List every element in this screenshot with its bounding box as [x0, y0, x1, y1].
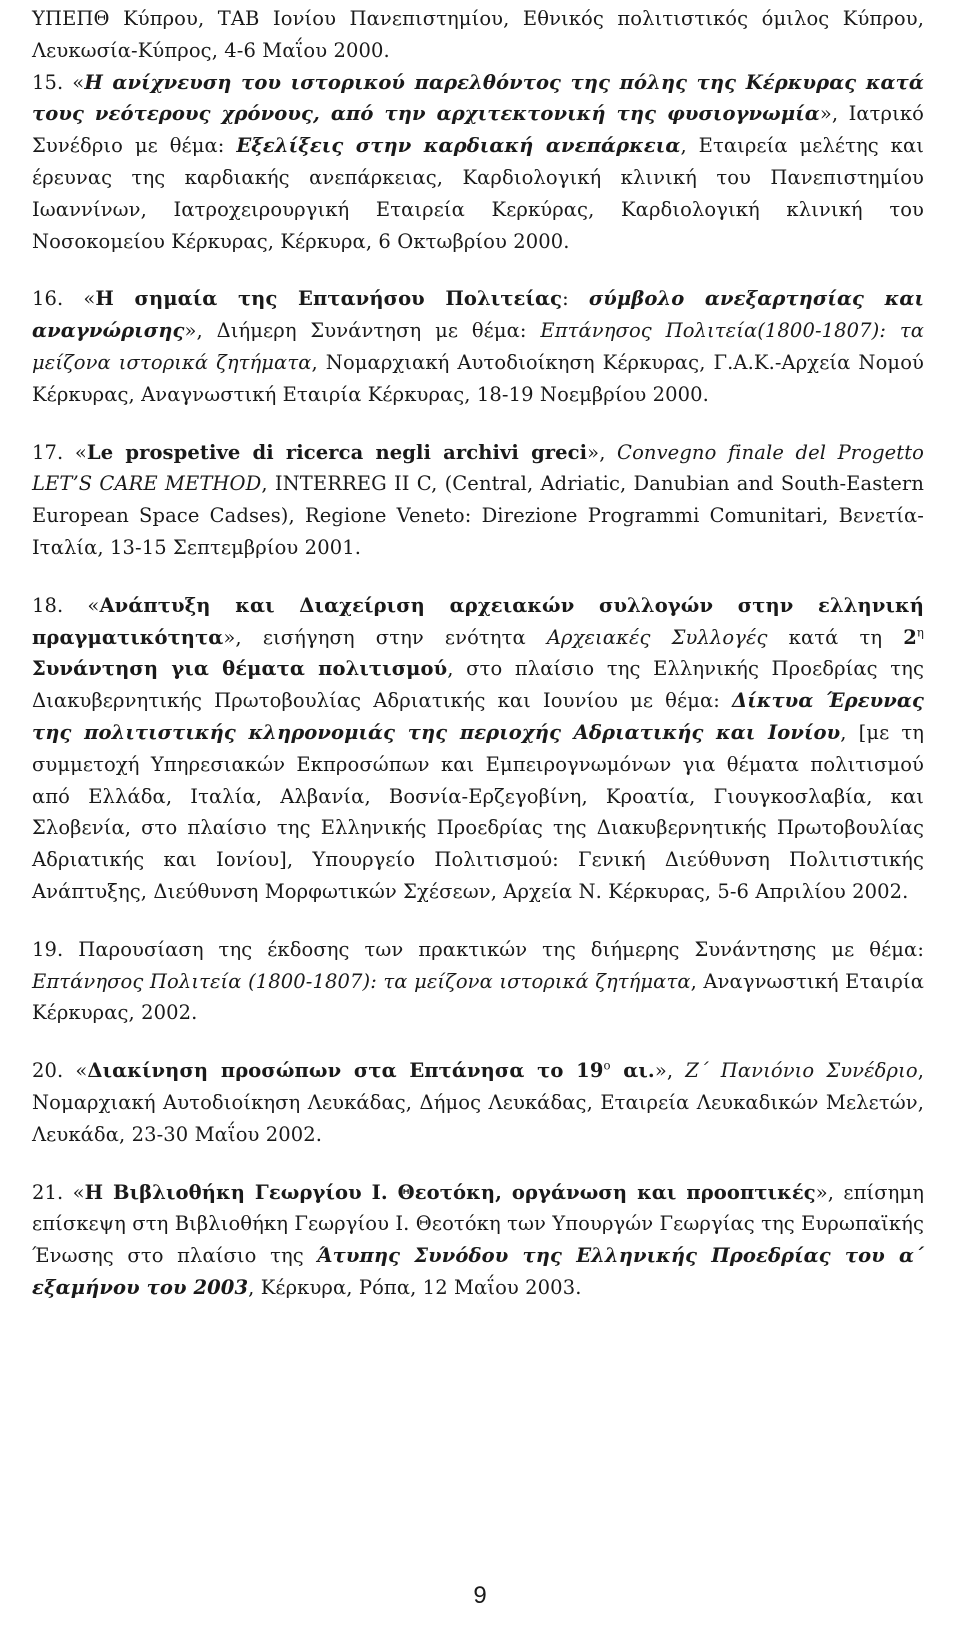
text-segment: Παρουσίαση της έκδοσης των πρακτικών της διήμερης Συνάντησης με θέμα:: [78, 937, 924, 961]
text-segment: αι.: [610, 1059, 655, 1083]
text-segment: , Εταιρεία μελέτης και έρευνας της καρδιακής ανεπάρκειας, Καρδιολογική κλινική του Πανεπιστημίου Ιωαννίνων, Ιατροχειρουργική Εταιρεία Κερκύρας, Καρδιολογική κλινική του Νοσοκομείου Κέρκυρας, Κέρκυρα, 6 Οκτωβρίου 2000.: [32, 134, 924, 253]
text-segment: ο: [603, 1058, 611, 1073]
text-segment: «: [87, 593, 100, 617]
text-segment: Le prospetive di ricerca negli archivi greci: [86, 440, 588, 464]
item-number: 21.: [32, 1180, 64, 1204]
text-segment: Επτάνησος Πολιτεία(1800-1807): τα μείζονα ιστορικά ζητήματα: [32, 319, 924, 374]
list-item: [32, 934, 924, 1029]
list-item: [32, 590, 924, 908]
document-page: [32, 0, 924, 1304]
text-segment: Επτάνησος Πολιτεία (1800-1807): τα μείζονα ιστορικά ζητήματα: [32, 969, 691, 993]
text-segment: , [με τη συμμετοχή Υπηρεσιακών Εκπροσώπων και Εμπειρογνωμόνων για θέματα πολιτισμού από Ελλάδα, Ιταλία, Αλβανία, Βοσνία-Ερζεγοβίνη, Κροατία, Γιουγκοσλαβία, και Σλοβενία, στο πλαίσιο της Ελληνικής Προεδρίας της Διακυβερνητικής Πρωτοβουλίας Αδριατικής και Ιονίου], Υπουργείο Πολιτισμού: Γενική Διεύθυνση Πολιτιστικής Ανάπτυξης, Διεύθυνση Μορφωτικών Σχέσεων, Αρχεία Ν. Κέρκυρας, 5-6 Απριλίου 2002.: [32, 720, 924, 903]
text-segment: Αρχειακές Συλλογές: [546, 625, 768, 649]
text-segment: , Αναγνωστική Εταιρία Κέρκυρας, 2002.: [32, 969, 924, 1025]
text-segment: 2: [903, 625, 917, 649]
text-segment: Εξελίξεις στην καρδιακή ανεπάρκεια: [236, 134, 681, 158]
text-segment: , Κέρκυρα, Ρόπα, 12 Μαΐου 2003.: [248, 1275, 582, 1299]
text-segment: «: [74, 440, 87, 464]
list-item: [32, 1055, 924, 1150]
text-segment: Η σημαία της Επτανήσου Πολιτείας: [95, 287, 563, 311]
text-segment: », επίσημη επίσκεψη στη Βιβλιοθήκη Γεωργίου Ι. Θεοτόκη των Υπουργών Γεωργίας της Ευρωπαϊκής Ένωσης στο πλαίσιο της: [32, 1180, 924, 1268]
text-segment: », Διήμερη Συνάντηση με θέμα:: [184, 319, 541, 343]
text-segment: σύμβολο ανεξαρτησίας και αναγνώρισης: [32, 287, 924, 343]
text-segment: Δίκτυα Έρευνας της πολιτιστικής κληρονομιάς της περιοχής Αδριατικής και Ιονίου: [32, 689, 924, 744]
text-segment: Convegno finale del Progetto LET’S CARE METHOD: [32, 440, 924, 496]
item-number: 20.: [32, 1059, 64, 1083]
text-segment: «: [83, 287, 96, 311]
text-segment: κατά τη: [767, 625, 904, 649]
text-segment: Ζ΄ Πανιόνιο Συνέδριο: [685, 1059, 918, 1083]
item-number: 19.: [32, 937, 64, 961]
text-segment: «: [72, 70, 85, 94]
list-item: [32, 283, 924, 410]
list-item: [32, 1177, 924, 1304]
list-item: [32, 437, 924, 564]
item-number: 16.: [32, 287, 64, 311]
text-segment: «: [72, 1180, 85, 1204]
text-segment: Άτυπης Συνόδου της Ελληνικής Προεδρίας του α΄ εξαμήνου του 2003: [32, 1244, 924, 1299]
list-item: [32, 67, 924, 258]
conference-list: [32, 67, 924, 1304]
text-segment: Διακίνηση προσώπων στα Επτάνησα το 19: [87, 1059, 604, 1083]
text-segment: , στο πλαίσιο της Ελληνικής Προεδρίας της Διακυβερνητικής Πρωτοβουλίας Αδριατικής και Ιουνίου με θέμα:: [32, 657, 924, 713]
page-number: 9: [473, 1582, 487, 1609]
text-segment: , Νομαρχιακή Αυτοδιοίκηση Κέρκυρας, Γ.Α.Κ.-Αρχεία Νομού Κέρκυρας, Αναγνωστική Εταιρία Κέρκυρας, 18-19 Νοεμβρίου 2000.: [32, 350, 924, 406]
text-segment: , Νομαρχιακή Αυτοδιοίκηση Λευκάδας, Δήμος Λευκάδας, Εταιρεία Λευκαδικών Μελετών, Λευκάδα, 23-30 Μαΐου 2002.: [32, 1059, 924, 1146]
text-segment: »,: [654, 1059, 686, 1083]
item-number: 18.: [32, 593, 64, 617]
item-number: 17.: [32, 440, 64, 464]
text-segment: Η ανίχνευση του ιστορικού παρελθόντος της πόλης της Κέρκυρας κατά τους νεότερους χρόνους, από την αρχιτεκτονική της φυσιογνωμία: [32, 70, 924, 126]
text-segment: »,: [587, 440, 618, 464]
text-segment: «: [75, 1059, 88, 1083]
text-segment: Συνάντηση για θέματα πολιτισμού: [32, 657, 448, 681]
text-segment: :: [562, 287, 589, 311]
text-segment: η: [916, 625, 925, 640]
text-segment: », εισήγηση στην ενότητα: [223, 625, 547, 649]
text-segment: , INTERREG II C, (Central, Adriatic, Danubian and South-Eastern European Space Cadses), Regione Veneto: Direzione Programmi Comunitari, Βενετία-Ιταλία, 13-15 Σεπτεμβρίου 2001.: [32, 472, 924, 559]
text-segment: Η Βιβλιοθήκη Γεωργίου Ι. Θεοτόκη, οργάνωση και προοπτικές: [84, 1180, 816, 1204]
continuation-paragraph: ΥΠΕΠΘ Κύπρου, ΤΑΒ Ιονίου Πανεπιστημίου, Εθνικός πολιτιστικός όμιλος Κύπρου, Λευκωσία-Κύπρος, 4-6 Μαΐου 2000.: [32, 7, 924, 62]
text-segment: », Ιατρικό Συνέδριο με θέμα:: [32, 102, 924, 158]
text-segment: Ανάπτυξη και Διαχείριση αρχειακών συλλογών στην ελληνική πραγματικότητα: [32, 593, 924, 649]
item-number: 15.: [32, 70, 64, 94]
